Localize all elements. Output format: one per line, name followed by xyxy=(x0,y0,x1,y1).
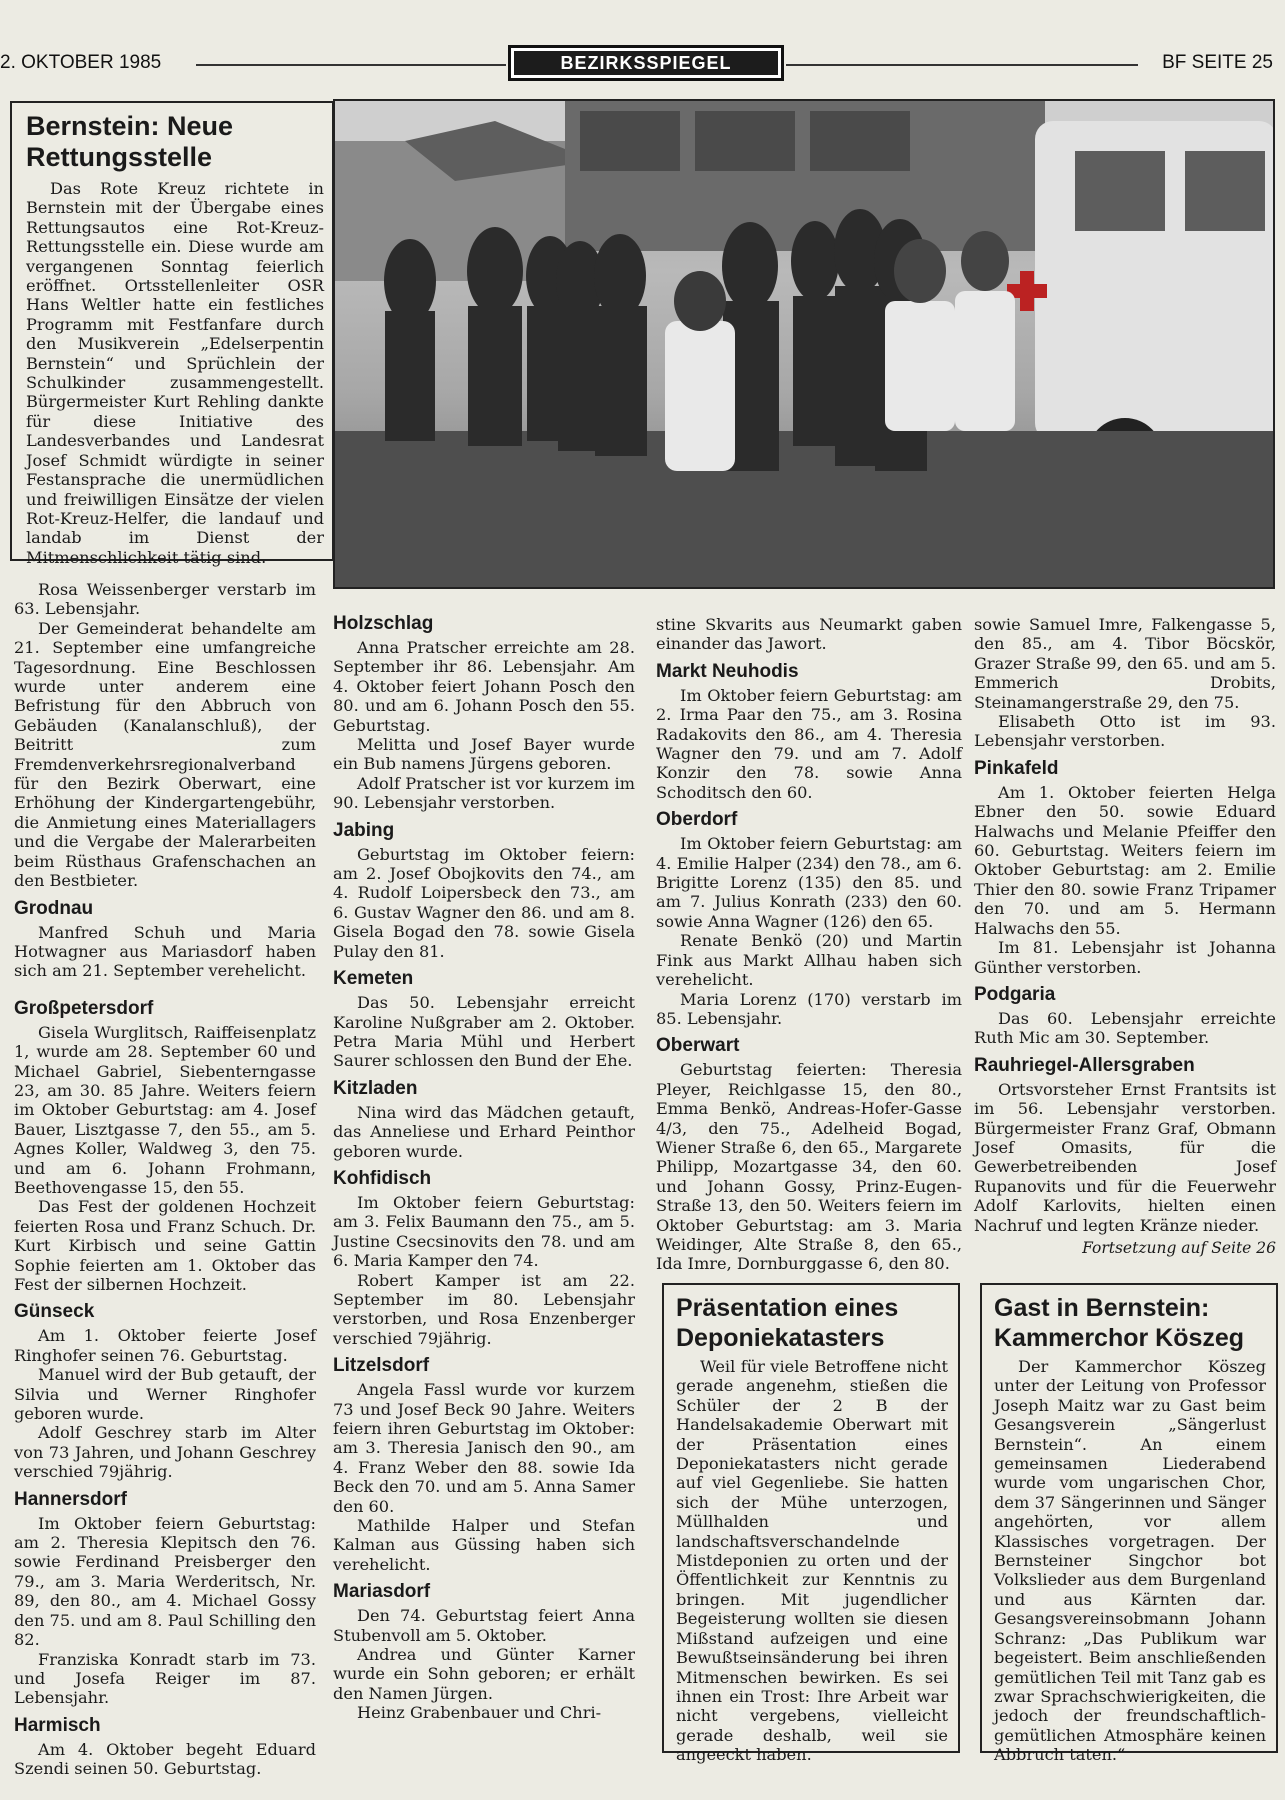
heading-podgaria: Podgaria xyxy=(974,983,1056,1005)
paragraph: Am 1. Oktober feierten Helga Ebner den 50. sowie Eduard Halwachs und Melanie Pfeiffer den 60. Geburtstag. Weiters feiern im Oktober Geburtstag: am 2. Emilie Thier den 80. sowie Franz Tripamer den 70. und am 5. Hermann Halwachs den 55. xyxy=(974,782,1276,938)
lead-headline: Bernstein: Neue Rettungsstelle xyxy=(26,111,234,172)
column-1 xyxy=(14,580,316,1779)
paragraph: Andrea und Günter Karner wurde ein Sohn geboren; er erhält den Namen Jürgen. xyxy=(333,1645,635,1703)
heading-kohfidisch: Kohfidisch xyxy=(333,1167,432,1189)
paragraph: Im Oktober feiern Geburtstag: am 2. Irma Paar den 75., am 3. Rosina Radakovits den 86., am 4. Theresia Wagner den 79. und am 7. Adolf Konzir den 78. sowie Anna Schoditsch den 60. xyxy=(656,685,962,802)
paragraph: Manfred Schuh und Maria Hotwagner aus Mariasdorf haben sich am 21. September verehelicht. xyxy=(14,922,316,981)
paragraph: Franziska Konradt starb im 73. und Josefa Reiger im 87. Lebensjahr. xyxy=(14,1649,316,1708)
paragraph: Am 4. Oktober begeht Eduard Szendi seinen 50. Geburtstag. xyxy=(14,1739,316,1779)
paragraph: Das 60. Lebensjahr erreichte Ruth Mic am 30. September. xyxy=(974,1008,1276,1048)
paragraph: Der Gemeinderat behandelte am 21. September eine umfangreiche Tagesordnung. Eine Beschlossen wurde unter anderem eine Befristung für den Abbruch von Gebäuden (Kanalanschluß), der Beitritt zum Fremdenverkehrsregionalverband für den Bezirk Oberwart, eine Erhöhung der Kindergartengebühr, die Anmietung eines Materiallagers und die Vergabe der Malerarbeiten beim Rüsthaus Grafenschachen an den Bestbieter. xyxy=(14,618,316,891)
box-deponiekataster xyxy=(662,1283,960,1765)
paragraph: Angela Fassl wurde vor kurzem 73 und Josef Beck 90 Jahre. Weiters feiern ihren Geburtstag im Oktober: am 3. Theresia Janisch den 90., am 4. Franz Weber den 88. sowie Ida Beck den 70. und am 5. Anna Samer den 60. xyxy=(333,1380,635,1516)
column-4 xyxy=(974,615,1276,1258)
heading-mariasdorf: Mariasdorf xyxy=(333,1581,431,1603)
heading-kitzladen: Kitzladen xyxy=(333,1077,418,1099)
box-body: Der Kammerchor Köszeg unter der Leitung von Professor Joseph Maitz war zu Gast beim Gesangsverein „Sängerlust Bernstein“. An einem gemeinsamen Liederabend wurde vom ungarischen Chor, dem 37 Sängerinnen und Sänger angehörten, vor allem Klassisches vorgetragen. Der Bernsteiner Singchor bot Volkslieder aus dem Burgenland und aus Kärnten dar. Gesangsvereinsobmann Johann Schranz: „Das Publikum war begeistert. Beim anschließenden gemütlichen Teil mit Tanz gab es zwar Sprachschwierigkeiten, die jedoch der freundschaftlich-gemütlichen Atmosphäre keinen Abbruch taten.“ xyxy=(994,1357,1266,1765)
paragraph: Das Fest der goldenen Hochzeit feierten Rosa und Franz Schuch. Dr. Kurt Kirbisch und seine Gattin Sophie feierten am 1. Oktober das Fest der silbernen Hochzeit. xyxy=(14,1197,316,1294)
paragraph: Adolf Geschrey starb im Alter von 73 Jahren, und Johann Geschrey verschied 79jährig. xyxy=(14,1423,316,1482)
heading-hannersdorf: Hannersdorf xyxy=(14,1488,127,1510)
paragraph: Geburtstag feierten: Theresia Pleyer, Reichlgasse 15, den 80., Emma Benkö, Andreas-Hofer-Gasse 4/3, den 75., Adelheid Bogad, Wiener Straße 6, den 65., Margarete Philipp, Mozartgasse 34, den 60. und Johann Gossy, Prinz-Eugen-Straße 13, den 50. Weiters feiern im Oktober Geburtstag: am 3. Maria Weidinger, Alte Straße 8, den 65., Ida Imre, Dornburggasse 6, den 80. xyxy=(656,1060,962,1274)
header-rule-right xyxy=(786,64,1138,66)
section-title: BEZIRKSSPIEGEL xyxy=(514,51,778,75)
paragraph: Im 81. Lebensjahr ist Johanna Günther verstorben. xyxy=(974,938,1276,977)
paragraph: Heinz Grabenbauer und Chri- xyxy=(357,1703,602,1723)
paragraph: Melitta und Josef Bayer wurde ein Bub namens Jürgens geboren. xyxy=(333,735,635,774)
lead-body: Das Rote Kreuz richtete in Bernstein mit der Übergabe eines Rettungsautos eine Rot-Kreuz-Rettungsstelle ein. Diese wurde am vergangenen Sonntag feierlich eröffnet. Ortsstellenleiter OSR Hans Weltler hatte ein festliches Programm mit Festfanfare durch den Musikverein „Edelserpentin Bernstein“ und Sprüchlein der Schulkinder zusammengestellt. Bürgermeister Kurt Rehling dankte für diese Initiative des Landesverbandes und Landesrat Josef Schmidt würdigte in seiner Festansprache die unermüdlichen und freiwilligen Einsätze der vielen Rot-Kreuz-Helfer, die landauf und landab im Dienst der Mitmenschlichkeit tätig sind. xyxy=(26,179,324,567)
page-number: BF SEITE 25 xyxy=(1162,52,1273,73)
lead-article xyxy=(10,101,334,567)
box-headline: Präsentation eines Deponiekatasters xyxy=(676,1294,899,1352)
paragraph: Rosa Weissenberger verstarb im 63. Lebensjahr. xyxy=(14,580,316,619)
heading-litzelsdorf: Litzelsdorf xyxy=(333,1355,430,1377)
paragraph: Renate Benkö (20) und Martin Fink aus Markt Allhau haben sich verehelicht. xyxy=(656,931,962,990)
paragraph: Im Oktober feiern Geburtstag: am 3. Felix Baumann den 75., am 5. Justine Csecsinovits den 78. und am 6. Maria Kamper den 74. xyxy=(333,1192,635,1271)
paragraph: Den 74. Geburtstag feiert Anna Stubenvoll am 5. Oktober. xyxy=(333,1606,635,1645)
heading-oberdorf: Oberdorf xyxy=(656,809,738,831)
paragraph: sowie Samuel Imre, Falkengasse 5, den 85., am 4. Tibor Böcskör, Grazer Straße 99, den 65. und am 5. Emmerich Drobits, Steinamangerstraße 29, den 75. xyxy=(974,615,1276,712)
paragraph: Anna Pratscher erreichte am 28. September ihr 86. Lebensjahr. Am 4. Oktober feiert Johann Posch den 80. und am 6. Johann Posch den 55. Geburtstag. xyxy=(333,638,635,735)
box-kammerchor xyxy=(980,1283,1278,1765)
paragraph: Ortsvorsteher Ernst Frantsits ist im 56. Lebensjahr verstorben. Bürgermeister Franz Graf, Obmann Josef Omasits, für die Gewerbetreibenden Josef Rupanovits und für die Feuerwehr Adolf Karlovits, hielten einen Nachruf und legten Kränze nieder. xyxy=(974,1079,1276,1235)
continuation-note: Fortsetzung auf Seite 26 xyxy=(1082,1238,1276,1257)
section-banner xyxy=(508,45,784,81)
paragraph: Am 1. Oktober feierte Josef Ringhofer seinen 76. Geburtstag. xyxy=(14,1326,316,1365)
heading-rauhriegel-allersgraben: Rauhriegel-Allersgraben xyxy=(974,1054,1195,1076)
heading-pinkafeld: Pinkafeld xyxy=(974,757,1059,779)
heading-harmisch: Harmisch xyxy=(14,1714,101,1736)
paragraph: Mathilde Halper und Stefan Kalman aus Güssing haben sich verehelicht. xyxy=(333,1516,635,1574)
column-2 xyxy=(333,612,635,1723)
heading-guenseck: Günseck xyxy=(14,1301,95,1323)
box-headline: Gast in Bernstein: Kammerchor Köszeg xyxy=(994,1294,1245,1352)
paragraph: Geburtstag im Oktober feiern: am 2. Josef Obojkovits den 74., am 4. Rudolf Loipersbeck den 73., am 6. Gustav Wagner den 86. und am 8. Gisela Bogad den 78. sowie Gisela Pulay den 81. xyxy=(333,844,635,961)
page-date: 2. OKTOBER 1985 xyxy=(0,52,162,73)
heading-grosspetersdorf: Großpetersdorf xyxy=(14,997,154,1019)
paragraph: Nina wird das Mädchen getauft, das Anneliese und Erhard Peinthor geboren wurde. xyxy=(333,1102,635,1161)
paragraph: stine Skvarits aus Neumarkt gaben einander das Jawort. xyxy=(656,615,962,654)
header-rule-left xyxy=(196,64,506,66)
box-body: Weil für viele Betroffene nicht gerade angenehm, stießen die Schüler der 2 B der Handelsakademie Oberwart mit der Präsentation eines Deponiekatasters nicht gerade auf viel Gegenliebe. Sie hatten sich der Mühe unterzogen, Müllhalden und landschaftsverschandelnde Mistdeponien zu orten und der Öffentlichkeit zur Kenntnis zu bringen. Mit jugendlicher Begeisterung wollten sie diesen Mißstand aufzeigen und eine Bewußtseinsänderung bei ihren Mitmenschen bewirken. Es sei ihnen ein Trost: Ihre Arbeit war nicht vergebens, vielleicht gerade deshalb, weil sie angeeckt haben. xyxy=(676,1357,948,1765)
heading-markt-neuhodis: Markt Neuhodis xyxy=(656,660,799,682)
paragraph: Robert Kamper ist am 22. September im 80. Lebensjahr verstorben, und Rosa Enzenberger verschied 79jährig. xyxy=(333,1270,635,1348)
paragraph: Maria Lorenz (170) verstarb im 85. Lebensjahr. xyxy=(656,989,962,1028)
heading-grodnau: Grodnau xyxy=(14,897,94,919)
photo-illustration xyxy=(335,101,1275,589)
paragraph: Elisabeth Otto ist im 93. Lebensjahr verstorben. xyxy=(974,712,1276,751)
paragraph: Das 50. Lebensjahr erreicht Karoline Nußgraber am 2. Oktober. Petra Maria Mühl und Herbert Saurer schlossen den Bund der Ehe. xyxy=(333,993,635,1071)
paragraph: Im Oktober feiern Geburtstag: am 4. Emilie Halper (234) den 78., am 6. Brigitte Lorenz (135) den 85. und am 7. Julius Konrath (233) den 60. sowie Anna Wagner (126) den 65. xyxy=(656,834,962,931)
paragraph: Gisela Wurglitsch, Raiffeisenplatz 1, wurde am 28. September 60 und Michael Gabriel, Siebenterngasse 23, am 30. 85 Jahre. Weiters feiern im Oktober Geburtstag: am 4. Josef Bauer, Lisztgasse 7, den 55., am 5. Agnes Koller, Waldweg 3, den 75. und am 6. Johann Frohmann, Beethovengasse 15, den 55. xyxy=(14,1022,316,1197)
paragraph: Manuel wird der Bub getauft, der Silvia und Werner Ringhofer geboren wurde. xyxy=(14,1365,316,1424)
heading-oberwart: Oberwart xyxy=(656,1035,740,1057)
paragraph: Im Oktober feiern Geburtstag: am 2. Theresia Klepitsch den 76. sowie Ferdinand Preisberger den 79., am 3. Maria Werderitsch, Nr. 89, den 80., am 4. Michael Gossy den 75. und am 8. Paul Schilling den 82. xyxy=(14,1513,316,1650)
group-photo xyxy=(333,99,1275,589)
paragraph: Adolf Pratscher ist vor kurzem im 90. Lebensjahr verstorben. xyxy=(333,773,635,813)
heading-jabing: Jabing xyxy=(333,819,395,841)
column-3 xyxy=(656,615,962,1274)
heading-holzschlag: Holzschlag xyxy=(333,613,434,634)
heading-kemeten: Kemeten xyxy=(333,968,414,990)
